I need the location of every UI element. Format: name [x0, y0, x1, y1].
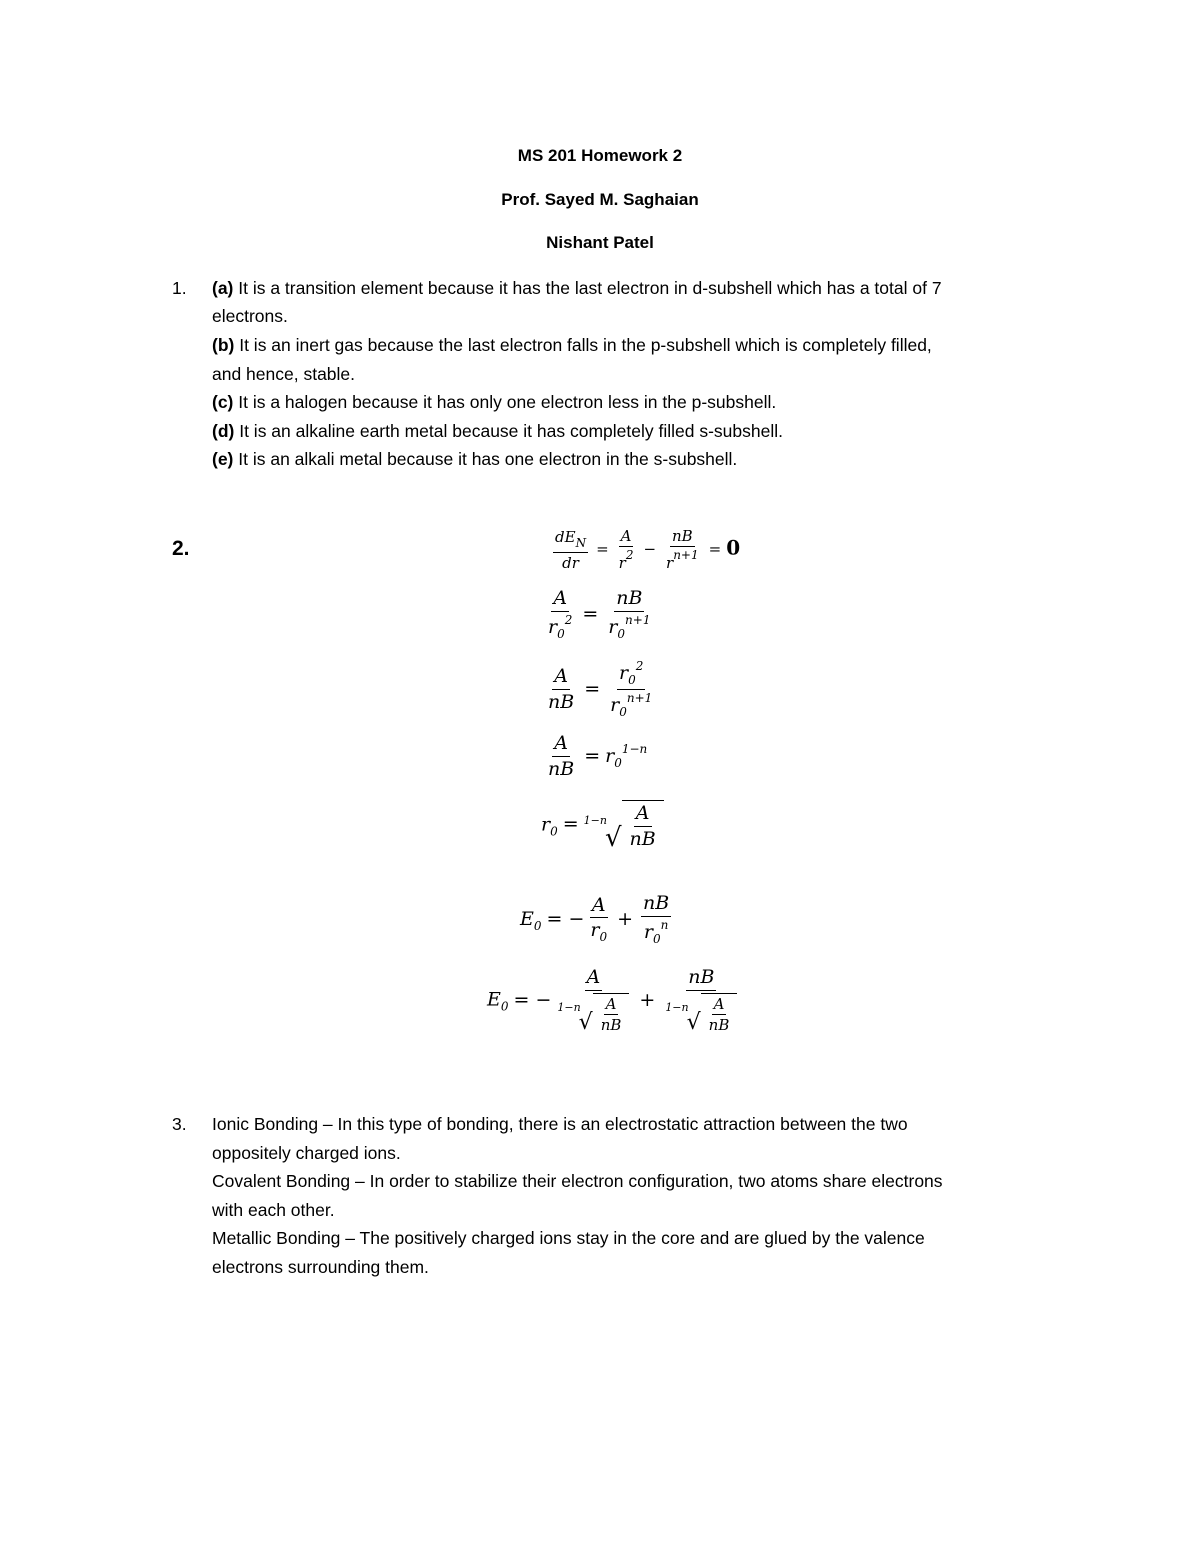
q1-a-text: It is a transition element because it has the last electron in d-subshell which has a total of 7 [233, 278, 942, 298]
q1-b-line1 [212, 335, 932, 356]
q1-b-tag: (b) [212, 335, 235, 355]
equation-2: $\frac{A}{r_0^2}$ = $\frac{nB}{r_0^{n+1}}$ [548, 587, 651, 641]
q3-line2: oppositely charged ions. [212, 1143, 401, 1163]
q3-line3: Covalent Bonding – In order to stabilize their electron configuration, two atoms share electrons [212, 1171, 943, 1191]
equation-3: $\frac{A}{nB}$ = $\frac{r_0^2}{r_0^{n+1}}$ [548, 659, 653, 719]
q3-line4: with each other. [212, 1200, 335, 1220]
q1-e-line [212, 449, 737, 470]
q3-line1: Ionic Bonding – In this type of bonding, there is an electrostatic attraction between the two [212, 1114, 908, 1134]
equation-7: $E_0$ = − A 1−n √ $\frac{A}{nB}$ + nB 1−n √ $\frac{A}{nB}$ [487, 967, 742, 1034]
q1-a-tag: (a) [212, 278, 234, 298]
q1-d-line [212, 421, 783, 442]
q1-e-tag: (e) [212, 449, 234, 469]
q1-d-text: It is an alkaline earth metal because it has completely filled s-subshell. [234, 421, 783, 441]
q1-number: 1. [172, 278, 187, 298]
q1-a-line1 [212, 278, 942, 299]
q3-number: 3. [172, 1114, 187, 1134]
equation-4: $\frac{A}{nB}$ = $r_0^{1-n}$ [548, 732, 648, 780]
q1-d-tag: (d) [212, 421, 235, 441]
q1-c-tag: (c) [212, 392, 234, 412]
document-title: MS 201 Homework 2 [517, 146, 683, 165]
q1-b-line2: and hence, stable. [212, 364, 356, 384]
q3-line5: Metallic Bonding – The positively charged ions stay in the core and are glued by the valence [212, 1228, 925, 1248]
q1-e-text: It is an alkali metal because it has one electron in the s-subshell. [233, 449, 738, 469]
professor-name: Prof. Sayed M. Saghaian [501, 190, 699, 209]
q1-c-text: It is a halogen because it has only one electron less in the p-subshell. [233, 392, 777, 412]
q2-number: 2. [172, 537, 190, 560]
equation-5: $r_0$ = 1−n √ $\frac{A}{nB}$ [541, 800, 664, 851]
equation-6: $E_0$ = − $\frac{A}{r_0}$ + $\frac{nB}{r_0^n}$ [520, 892, 670, 946]
q1-b-text: It is an inert gas because the last electron falls in the p-subshell which is completely filled, [234, 335, 932, 355]
q1-a-line2: electrons. [212, 306, 288, 326]
q3-line6: electrons surrounding them. [212, 1257, 429, 1277]
equation-1: $\frac{dE_N}{dr}$ = $\frac{A}{r^2}$ − $\frac{nB}{r^{n+1}}$ = 0 [555, 527, 741, 573]
student-name: Nishant Patel [546, 233, 654, 252]
q1-c-line [212, 392, 776, 413]
